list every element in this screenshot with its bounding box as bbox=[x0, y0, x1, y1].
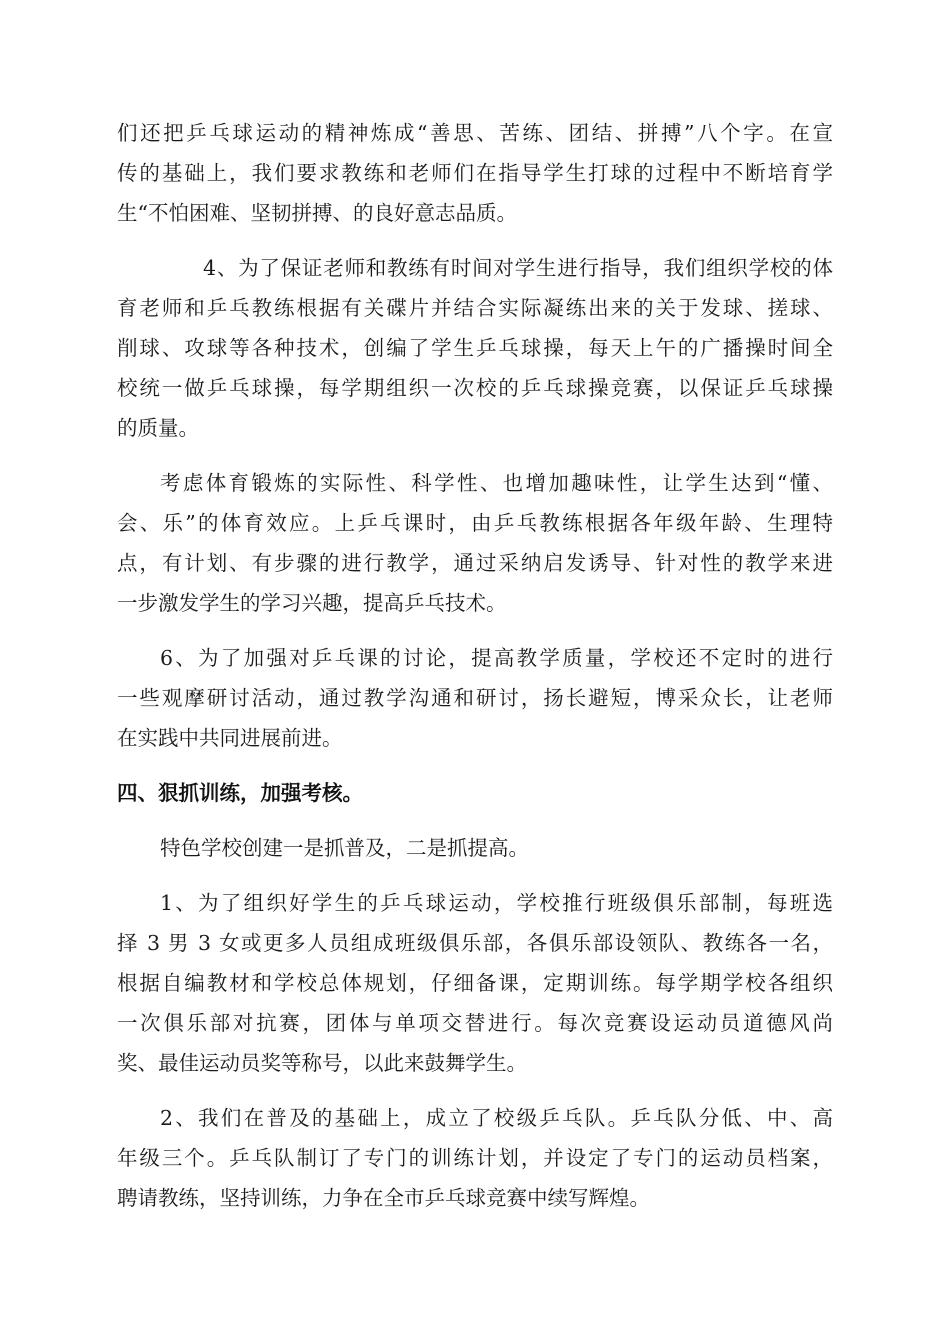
section-heading-text: 四、狠抓训练，加强考核。 bbox=[117, 781, 363, 805]
paragraph-intro bbox=[117, 828, 833, 868]
text-line: 一些观摩研讨活动，通过教学沟通和研讨，扬长避短，博采众长，让老师 bbox=[117, 686, 833, 710]
text-line: 育老师和乒乓教练根据有关碟片并结合实际凝练出来的关于发球、搓球、 bbox=[117, 296, 833, 320]
text-line: 一次俱乐部对抗赛，团体与单项交替进行。每次竞赛设运动员道德风尚 bbox=[117, 1011, 833, 1035]
text-line: 削球、攻球等各种技术，创编了学生乒乓球操，每天上午的广播操时间全 bbox=[117, 336, 833, 360]
paragraph-item-6 bbox=[117, 638, 833, 758]
text-line: 2、我们在普及的基础上，成立了校级乒乓队。乒乓队分低、中、高 bbox=[160, 1106, 833, 1130]
text-line: 年级三个。乒乓队制订了专门的训练计划，并设定了专门的运动员档案， bbox=[117, 1146, 833, 1170]
text-line: 考虑体育锻炼的实际性、科学性、也增加趣味性，让学生达到“懂、 bbox=[160, 471, 833, 495]
text-line: 6、为了加强对乒乓课的讨论，提高教学质量，学校还不定时的进行 bbox=[160, 646, 833, 670]
paragraph-item-2 bbox=[117, 1098, 833, 1218]
text-line: 一步激发学生的学习兴趣，提高乒乓技术。 bbox=[117, 591, 507, 615]
text-line: 4、为了保证老师和教练有时间对学生进行指导，我们组织学校的体 bbox=[203, 256, 833, 280]
text-line: 的质量。 bbox=[117, 416, 199, 440]
paragraph-item-4 bbox=[117, 248, 833, 448]
text-line: 择 3 男 3 女或更多人员组成班级俱乐部，各俱乐部设领队、教练各一名， bbox=[117, 931, 833, 955]
section-heading bbox=[117, 773, 833, 813]
text-line: 聘请教练，坚持训练，力争在全市乒乓球竞赛中续写辉煌。 bbox=[117, 1186, 650, 1210]
paragraph-item-5 bbox=[117, 463, 833, 623]
paragraph-continuation bbox=[117, 113, 833, 233]
text-line: 们还把乒乓球运动的精神炼成“善思、苦练、团结、拼搏”八个字。在宣 bbox=[117, 121, 833, 145]
text-line: 传的基础上，我们要求教练和老师们在指导学生打球的过程中不断培育学 bbox=[117, 161, 833, 185]
text-line: 根据自编教材和学校总体规划，仔细备课，定期训练。每学期学校各组织 bbox=[117, 971, 833, 995]
text-line: 生“不怕困难、坚韧拼搏、的良好意志品质。 bbox=[117, 201, 517, 225]
document-body bbox=[117, 113, 833, 1233]
text-line: 会、乐”的体育效应。上乒乓课时，由乒乓教练根据各年级年龄、生理特 bbox=[117, 511, 833, 535]
text-line: 点，有计划、有步骤的进行教学，通过采纳启发诱导、针对性的教学来进 bbox=[117, 551, 833, 575]
text-line: 特色学校创建一是抓普及，二是抓提高。 bbox=[160, 836, 529, 860]
text-line: 奖、最佳运动员奖等称号，以此来鼓舞学生。 bbox=[117, 1051, 527, 1075]
text-line: 1、为了组织好学生的乒乓球运动，学校推行班级俱乐部制，每班选 bbox=[160, 891, 833, 915]
text-line: 校统一做乒乓球操，每学期组织一次校的乒乓球操竞赛，以保证乒乓球操 bbox=[117, 376, 833, 400]
text-line: 在实践中共同进展前进。 bbox=[117, 726, 343, 750]
paragraph-item-1 bbox=[117, 883, 833, 1083]
